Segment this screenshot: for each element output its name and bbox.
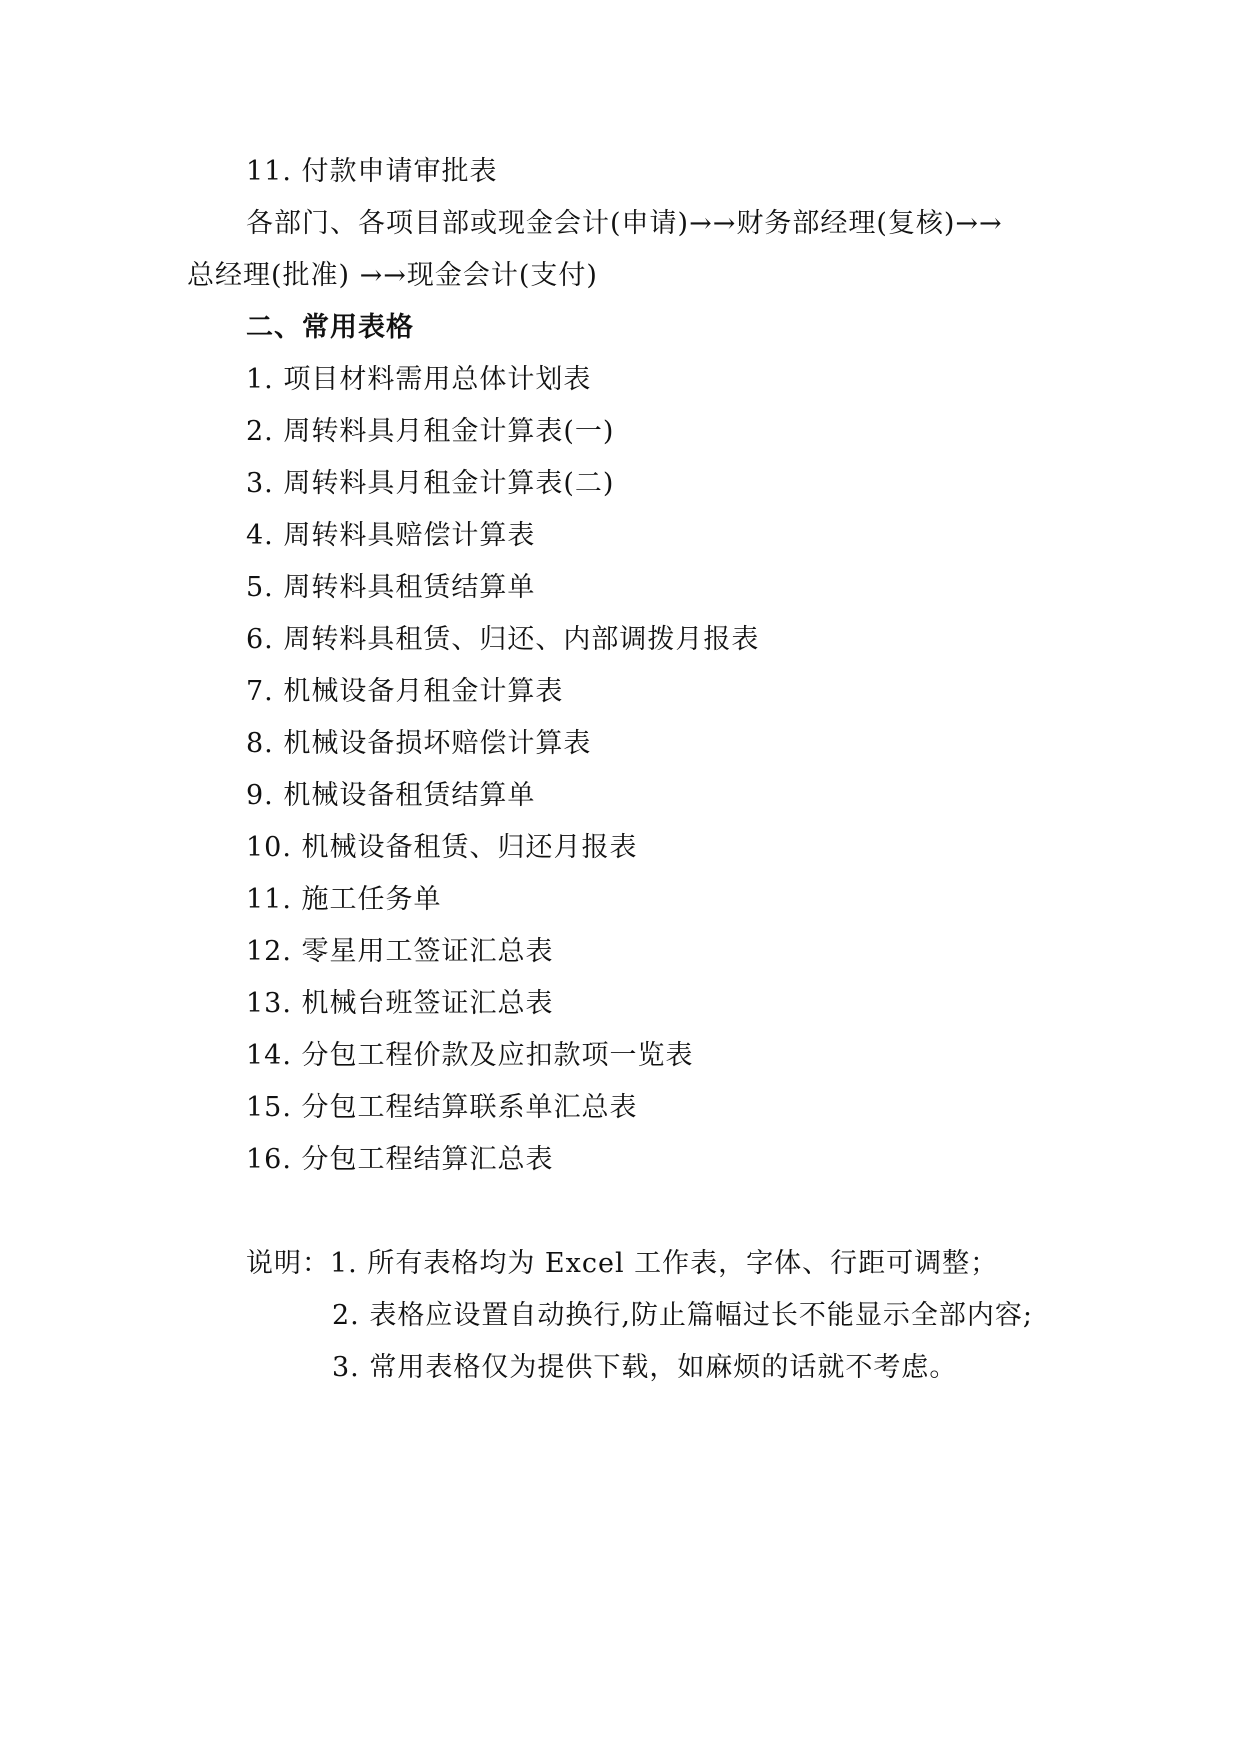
list-item: 3. 周转料具月租金计算表(二) bbox=[246, 468, 615, 499]
list-item: 4. 周转料具赔偿计算表 bbox=[246, 520, 536, 551]
list-item: 9. 机械设备租赁结算单 bbox=[246, 780, 536, 811]
list-item: 1. 项目材料需用总体计划表 bbox=[246, 364, 592, 395]
list-item: 12. 零星用工签证汇总表 bbox=[246, 936, 554, 967]
section-heading: 二、常用表格 bbox=[246, 312, 414, 343]
approval-flow-line-2: 总经理(批准) →→现金会计(支付) bbox=[187, 260, 598, 291]
list-item: 2. 周转料具月租金计算表(一) bbox=[246, 416, 615, 447]
note-line-2: 2. 表格应设置自动换行,防止篇幅过长不能显示全部内容; bbox=[332, 1300, 1034, 1331]
list-item: 10. 机械设备租赁、归还月报表 bbox=[246, 832, 638, 863]
list-item: 6. 周转料具租赁、归还、内部调拨月报表 bbox=[246, 624, 760, 655]
list-item: 13. 机械台班签证汇总表 bbox=[246, 988, 554, 1019]
list-item: 11. 施工任务单 bbox=[246, 884, 442, 915]
approval-title: 11. 付款申请审批表 bbox=[246, 156, 498, 187]
list-item: 7. 机械设备月租金计算表 bbox=[246, 676, 564, 707]
note-line-1: 说明：1. 所有表格均为 Excel 工作表，字体、行距可调整； bbox=[246, 1248, 999, 1279]
list-item: 5. 周转料具租赁结算单 bbox=[246, 572, 536, 603]
list-item: 16. 分包工程结算汇总表 bbox=[246, 1144, 554, 1175]
list-item: 15. 分包工程结算联系单汇总表 bbox=[246, 1092, 638, 1123]
list-item: 14. 分包工程价款及应扣款项一览表 bbox=[246, 1040, 694, 1071]
note-line-3: 3. 常用表格仅为提供下载，如麻烦的话就不考虑。 bbox=[332, 1352, 958, 1383]
approval-flow-line-1: 各部门、各项目部或现金会计(申请)→→财务部经理(复核)→→ bbox=[246, 208, 1003, 239]
list-item: 8. 机械设备损坏赔偿计算表 bbox=[246, 728, 592, 759]
